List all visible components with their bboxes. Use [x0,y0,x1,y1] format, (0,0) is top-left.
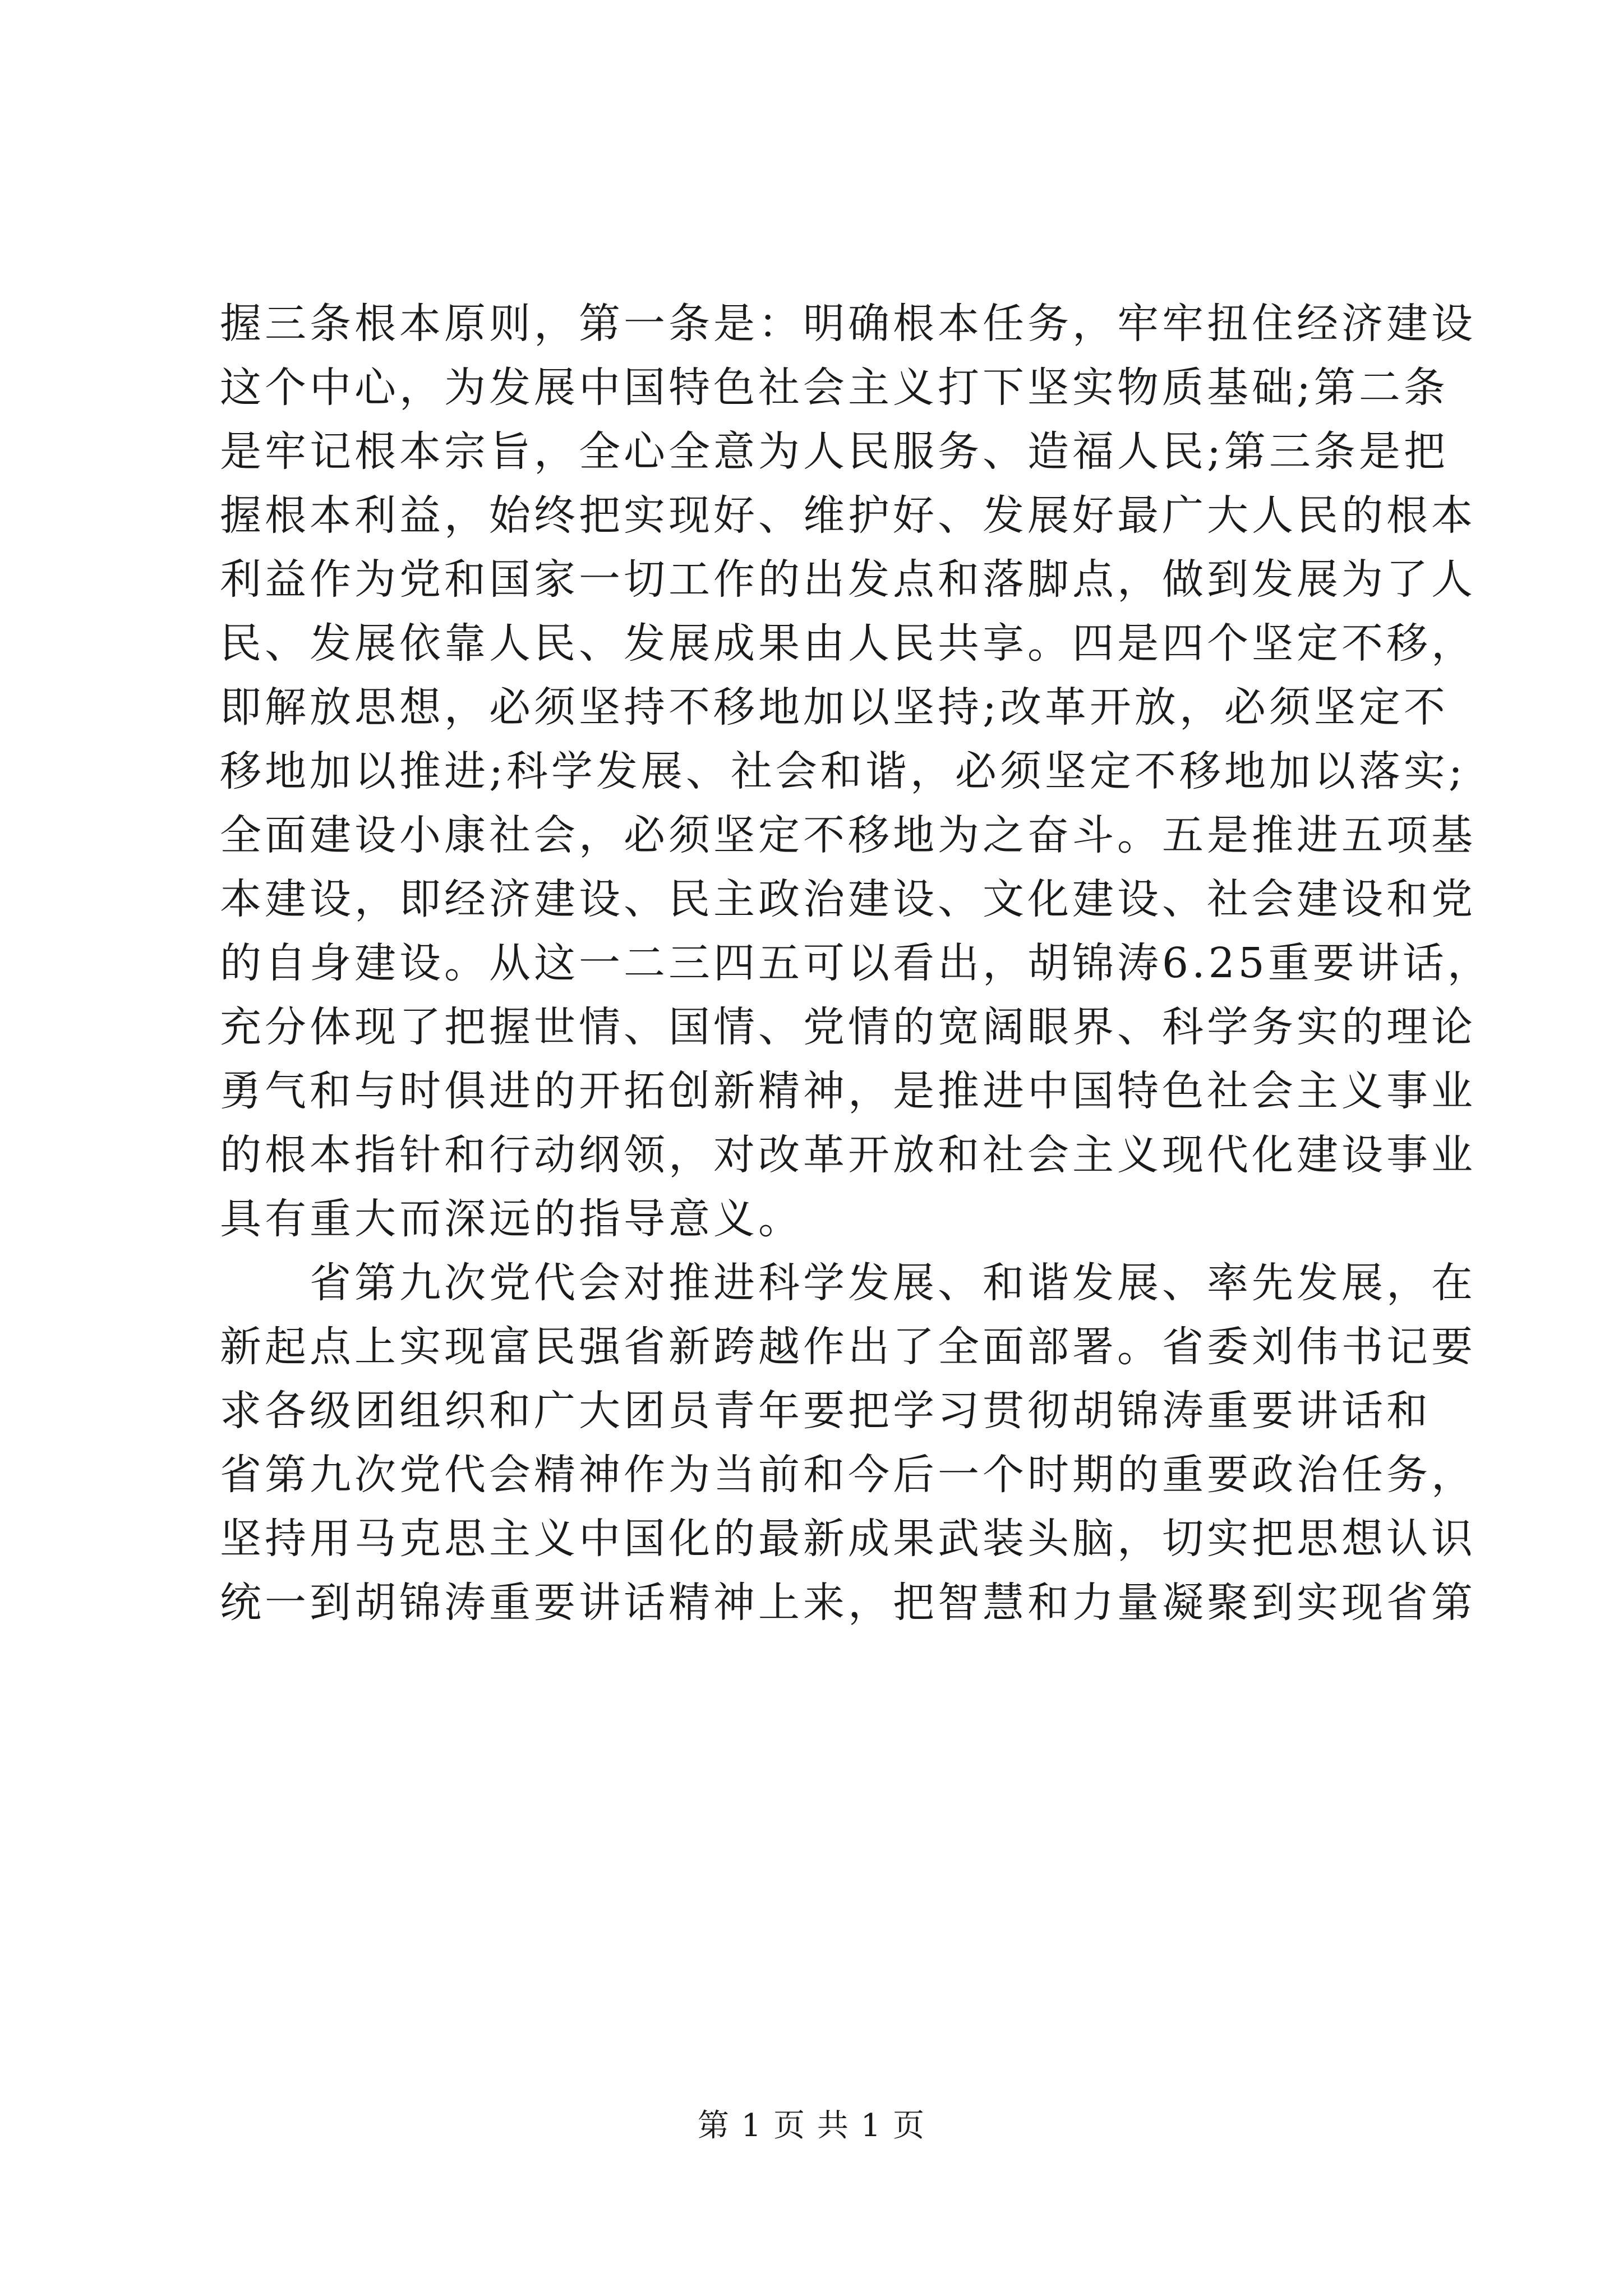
text-line: 握根本利益，始终把实现好、维护好、发展好最广大人民的根本 [220,491,1476,540]
text-line: 求各级团组织和广大团员青年要把学习贯彻胡锦涛重要讲话和 [220,1387,1431,1435]
text-line: 勇气和与时俱进的开拓创新精神，是推进中国特色社会主义事业 [220,1067,1476,1115]
text-line: 的自身建设。从这一二三四五可以看出，胡锦涛6.25重要讲话， [220,939,1492,987]
text-line: 这个中心，为发展中国特色社会主义打下坚实物质基础;第二条 [220,364,1449,412]
text-line: 省第九次党代会对推进科学发展、和谐发展、率先发展，在 [310,1259,1476,1307]
text-line: 即解放思想，必须坚持不移地加以坚持;改革开放，必须坚定不 [220,683,1449,731]
text-line: 的根本指针和行动纲领，对改革开放和社会主义现代化建设事业 [220,1131,1476,1179]
text-line: 统一到胡锦涛重要讲话精神上来，把智慧和力量凝聚到实现省第 [220,1579,1476,1627]
text-line: 握三条根本原则，第一条是：明确根本任务，牢牢扭住经济建设 [220,300,1476,348]
paragraph-1 [220,292,1492,1251]
document-body [220,292,1492,1635]
text-line: 充分体现了把握世情、国情、党情的宽阔眼界、科学务实的理论 [220,1003,1476,1051]
page-footer [0,2106,1623,2146]
text-line: 是牢记根本宗旨，全心全意为人民服务、造福人民;第三条是把 [220,427,1449,476]
text-line: 省第九次党代会精神作为当前和今后一个时期的重要政治任务， [220,1451,1476,1499]
text-line: 民、发展依靠人民、发展成果由人民共享。四是四个坚定不移， [220,619,1476,668]
text-line: 坚持用马克思主义中国化的最新成果武装头脑，切实把思想认识 [220,1515,1476,1563]
text-line: 新起点上实现富民强省新跨越作出了全面部署。省委刘伟书记要 [220,1323,1476,1371]
page-number-label: 第 1 页 共 1 页 [697,2108,926,2144]
paragraph-2 [220,1251,1476,1635]
text-line: 本建设，即经济建设、民主政治建设、文化建设、社会建设和党 [220,875,1476,923]
text-line: 利益作为党和国家一切工作的出发点和落脚点，做到发展为了人 [220,555,1476,604]
text-line: 移地加以推进;科学发展、社会和谐，必须坚定不移地加以落实; [220,747,1466,795]
text-line: 全面建设小康社会，必须坚定不移地为之奋斗。五是推进五项基 [220,811,1476,859]
text-line: 具有重大而深远的指导意义。 [220,1195,803,1243]
